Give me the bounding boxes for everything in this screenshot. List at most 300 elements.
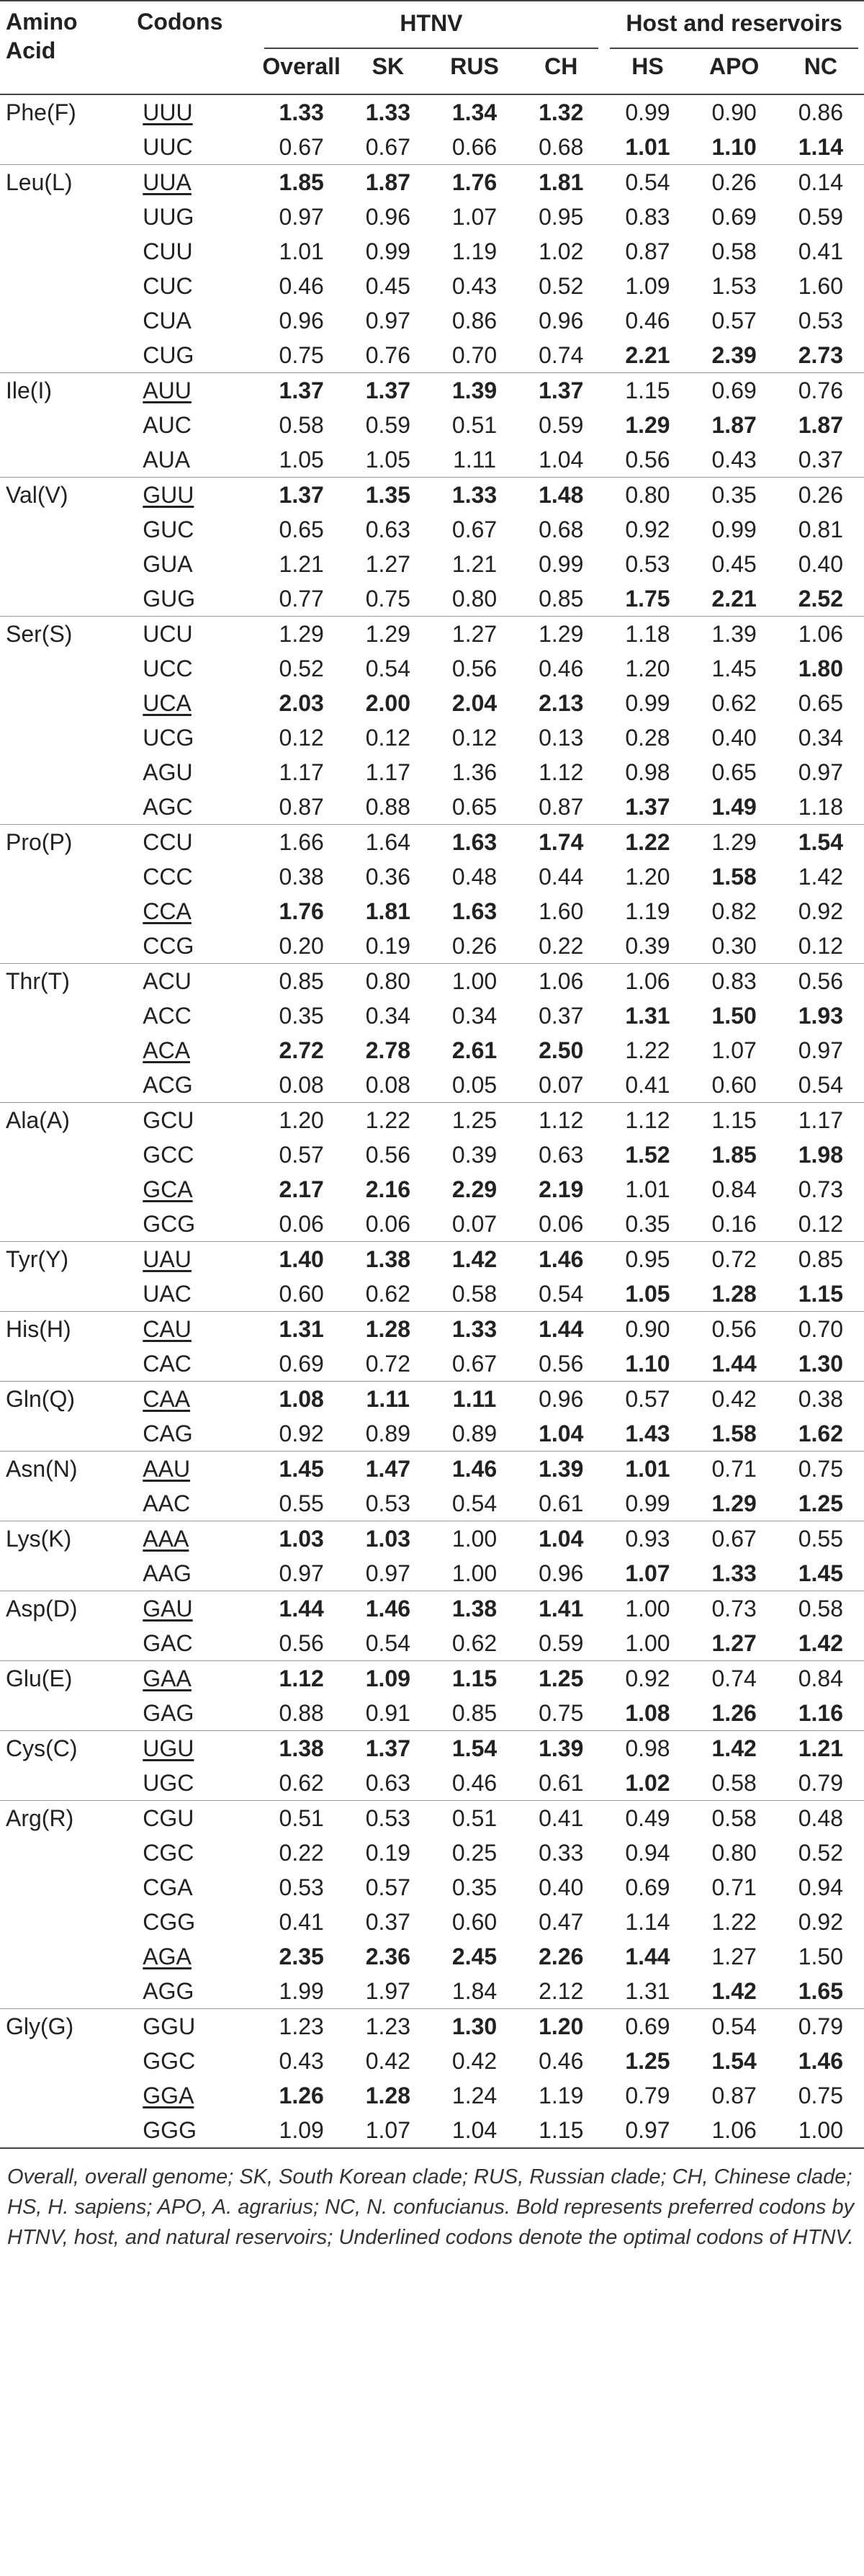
cell-codon <box>131 1556 258 1591</box>
cell-apo: 0.72 <box>691 1242 778 1277</box>
codon-label: CGG <box>143 1909 196 1935</box>
cell-hs: 1.22 <box>625 1037 670 1063</box>
cell-apo: 1.42 <box>691 1731 778 1766</box>
codon-label: GAG <box>143 1700 194 1726</box>
cell-amino-acid <box>0 1905 131 1939</box>
cell-ch: 0.46 <box>539 2048 584 2074</box>
codon-label: UUC <box>143 134 193 160</box>
cell-hs: 0.57 <box>604 1382 690 1417</box>
table-row <box>0 1312 864 1347</box>
codon-label: GGC <box>143 2048 196 2074</box>
cell-hs: 1.08 <box>625 1700 670 1726</box>
cell-amino-acid <box>0 998 131 1033</box>
cell-sk: 0.89 <box>365 1421 410 1446</box>
cell-ch: 0.74 <box>539 342 584 368</box>
cell-rus: 0.26 <box>451 933 498 959</box>
cell-amino-acid: Phe(F) <box>0 94 131 130</box>
cell-hs: 1.52 <box>625 1142 670 1168</box>
table-row <box>0 442 864 478</box>
cell-apo: 1.29 <box>711 1490 757 1516</box>
table-row <box>0 929 864 964</box>
cell-ch: 1.04 <box>518 1521 604 1557</box>
cell-sk: 0.91 <box>365 1700 410 1726</box>
cell-codon <box>131 2009 258 2044</box>
codon-label: CGA <box>143 1874 193 1900</box>
cell-codon <box>131 825 258 860</box>
cell-rus: 0.70 <box>451 342 498 368</box>
cell-sk: 1.28 <box>365 2083 410 2108</box>
table-row <box>0 1905 864 1939</box>
cell-codon <box>131 859 258 894</box>
cell-rus: 1.00 <box>431 1521 518 1557</box>
cell-rus: 0.66 <box>451 134 498 160</box>
table-header <box>0 1 864 94</box>
cell-rus: 1.33 <box>431 478 518 513</box>
cell-apo: 0.58 <box>711 238 757 264</box>
cell-hs: 0.83 <box>625 204 670 230</box>
cell-nc: 0.59 <box>798 204 843 230</box>
cell-apo: 1.53 <box>711 273 757 299</box>
cell-apo: 0.58 <box>711 1770 757 1796</box>
codon-label: AGC <box>143 794 193 820</box>
cell-overall: 1.38 <box>258 1731 345 1766</box>
cell-overall: 0.35 <box>279 1003 324 1029</box>
cell-apo: 1.15 <box>691 1103 778 1138</box>
codon-label: UGC <box>143 1770 194 1796</box>
cell-rus: 1.42 <box>431 1242 518 1277</box>
cell-sk: 1.37 <box>345 1731 431 1766</box>
cell-overall: 0.96 <box>279 308 324 334</box>
cell-apo: 1.06 <box>691 2113 778 2148</box>
codon-label: UUU <box>143 99 193 125</box>
table-row <box>0 1731 864 1766</box>
cell-codon <box>131 234 258 269</box>
cell-apo: 1.44 <box>711 1351 757 1377</box>
cell-hs: 0.95 <box>604 1242 690 1277</box>
cell-rus: 0.85 <box>451 1700 498 1726</box>
cell-ch: 0.44 <box>539 864 584 890</box>
cell-apo: 0.30 <box>711 933 757 959</box>
cell-apo: 1.39 <box>691 617 778 652</box>
cell-rus: 1.63 <box>431 825 518 860</box>
cell-overall: 0.77 <box>279 586 324 612</box>
cell-apo: 1.27 <box>711 1944 757 1969</box>
cell-sk: 0.97 <box>365 1560 410 1586</box>
codon-label: AAC <box>143 1490 191 1516</box>
cell-apo: 0.43 <box>711 447 757 473</box>
cell-overall: 1.17 <box>279 759 324 785</box>
cell-ch: 0.99 <box>539 551 584 577</box>
table-row <box>0 1416 864 1452</box>
cell-sk: 1.09 <box>345 1661 431 1696</box>
cell-ch: 0.13 <box>539 725 584 751</box>
cell-apo: 0.71 <box>711 1874 757 1900</box>
cell-hs: 1.10 <box>625 1351 670 1377</box>
cell-hs: 0.54 <box>604 165 690 200</box>
cell-ch: 0.56 <box>539 1351 584 1377</box>
table-row <box>0 1137 864 1172</box>
cell-rus: 0.48 <box>451 864 498 890</box>
cell-codon <box>131 1452 258 1487</box>
table-row <box>0 964 864 999</box>
cell-rus: 1.11 <box>453 447 496 473</box>
cell-rus: 0.35 <box>451 1874 498 1900</box>
codon-label: CUG <box>143 342 194 368</box>
cell-apo: 0.56 <box>691 1312 778 1347</box>
cell-sk: 1.29 <box>345 617 431 652</box>
cell-apo: 0.82 <box>711 898 757 924</box>
cell-overall: 1.37 <box>258 478 345 513</box>
codon-label: GUU <box>143 482 194 508</box>
cell-amino-acid <box>0 1346 131 1382</box>
cell-apo: 0.84 <box>711 1176 757 1202</box>
cell-rus: 0.67 <box>451 516 498 542</box>
cell-sk: 1.35 <box>345 478 431 513</box>
cell-overall: 0.62 <box>279 1770 324 1796</box>
cell-hs: 0.90 <box>604 1312 690 1347</box>
cell-codon <box>131 1905 258 1939</box>
cell-ch: 1.46 <box>518 1242 604 1277</box>
cell-nc: 1.87 <box>798 412 843 438</box>
cell-hs: 1.15 <box>604 373 690 408</box>
cell-rus: 0.07 <box>451 1211 498 1237</box>
table-row <box>0 2044 864 2078</box>
cell-ch: 1.60 <box>539 898 584 924</box>
cell-hs: 0.92 <box>625 516 670 542</box>
cell-rus: 1.63 <box>451 898 498 924</box>
cell-nc: 1.98 <box>798 1142 843 1168</box>
cell-codon <box>131 2078 258 2113</box>
cell-rus: 0.25 <box>451 1840 498 1866</box>
cell-nc: 0.81 <box>798 516 843 542</box>
cell-rus: 0.65 <box>451 794 498 820</box>
cell-apo: 1.29 <box>691 825 778 860</box>
cell-amino-acid <box>0 790 131 825</box>
codon-label: GUA <box>143 551 193 577</box>
cell-rus: 0.51 <box>431 1801 518 1836</box>
cell-overall: 0.65 <box>279 516 324 542</box>
cell-sk: 1.33 <box>345 94 431 130</box>
cell-rus: 0.62 <box>451 1630 498 1656</box>
table-row <box>0 130 864 165</box>
cell-hs: 1.01 <box>604 1452 690 1487</box>
cell-amino-acid <box>0 2078 131 2113</box>
cell-ch: 0.07 <box>539 1072 584 1098</box>
cell-nc: 0.37 <box>798 447 843 473</box>
cell-nc: 1.17 <box>778 1103 864 1138</box>
cell-hs: 0.69 <box>604 2009 690 2044</box>
cell-codon <box>131 929 258 964</box>
cell-apo: 1.10 <box>711 134 757 160</box>
cell-nc: 0.40 <box>798 551 843 577</box>
cell-sk: 0.36 <box>365 864 410 890</box>
cell-rus: 1.21 <box>451 551 498 577</box>
table-row <box>0 1172 864 1207</box>
header-col-overall: Overall <box>262 53 341 79</box>
cell-hs: 0.53 <box>625 551 670 577</box>
cell-ch: 0.06 <box>539 1211 584 1237</box>
cell-rus: 0.42 <box>451 2048 498 2074</box>
cell-overall: 1.29 <box>258 617 345 652</box>
cell-nc: 0.53 <box>798 308 843 334</box>
cell-codon <box>131 373 258 408</box>
cell-hs: 1.01 <box>625 1176 670 1202</box>
cell-sk: 1.22 <box>345 1103 431 1138</box>
cell-codon <box>131 1068 258 1103</box>
cell-amino-acid <box>0 1870 131 1905</box>
cell-apo: 0.62 <box>711 690 757 716</box>
cell-nc: 1.42 <box>798 1630 843 1656</box>
cell-codon <box>131 1731 258 1766</box>
cell-apo: 0.35 <box>691 478 778 513</box>
cell-sk: 0.19 <box>365 933 410 959</box>
table-row <box>0 200 864 234</box>
cell-hs: 0.97 <box>604 2113 690 2148</box>
cell-apo: 0.69 <box>711 204 757 230</box>
header-col-apo: APO <box>708 53 760 79</box>
cell-sk: 0.96 <box>365 204 410 230</box>
cell-nc: 0.92 <box>798 1909 843 1935</box>
cell-amino-acid <box>0 720 131 755</box>
cell-sk: 1.28 <box>345 1312 431 1347</box>
cell-overall: 1.08 <box>258 1382 345 1417</box>
codon-label: AGU <box>143 759 193 785</box>
cell-rus: 1.11 <box>431 1382 518 1417</box>
cell-overall: 1.76 <box>279 898 324 924</box>
cell-ch: 1.48 <box>518 478 604 513</box>
cell-codon <box>131 1137 258 1172</box>
cell-amino-acid <box>0 234 131 269</box>
cell-overall: 1.26 <box>279 2083 324 2108</box>
cell-sk: 0.99 <box>365 238 410 264</box>
cell-overall: 1.23 <box>258 2009 345 2044</box>
codon-label: AAG <box>143 1560 192 1586</box>
cell-nc: 1.30 <box>798 1351 843 1377</box>
cell-overall: 1.01 <box>279 238 324 264</box>
cell-sk: 0.72 <box>365 1351 410 1377</box>
cell-rus: 1.84 <box>451 1978 498 2004</box>
cell-nc: 0.94 <box>798 1874 843 1900</box>
codon-label: ACC <box>143 1003 192 1029</box>
cell-overall: 0.60 <box>279 1281 324 1307</box>
cell-hs: 1.37 <box>625 794 670 820</box>
table-row <box>0 269 864 303</box>
cell-ch: 1.04 <box>539 1421 584 1446</box>
codon-label: ACU <box>143 968 192 994</box>
cell-ch: 0.68 <box>539 134 584 160</box>
cell-amino-acid: Val(V) <box>0 478 131 513</box>
cell-amino-acid: Gly(G) <box>0 2009 131 2044</box>
cell-overall: 0.22 <box>279 1840 324 1866</box>
cell-overall: 0.88 <box>279 1700 324 1726</box>
cell-hs: 1.05 <box>625 1281 670 1307</box>
cell-nc: 0.86 <box>778 94 864 130</box>
cell-hs: 1.02 <box>625 1770 670 1796</box>
codon-label: CCG <box>143 933 194 959</box>
cell-ch: 1.81 <box>518 165 604 200</box>
table-row <box>0 165 864 200</box>
cell-overall: 0.53 <box>279 1874 324 1900</box>
cell-amino-acid <box>0 512 131 547</box>
cell-sk: 1.37 <box>345 373 431 408</box>
cell-codon <box>131 1835 258 1870</box>
cell-overall: 1.03 <box>258 1521 345 1557</box>
codon-label: CGC <box>143 1840 194 1866</box>
cell-ch: 2.26 <box>539 1944 584 1969</box>
cell-hs: 1.43 <box>625 1421 670 1446</box>
cell-ch: 0.59 <box>539 1630 584 1656</box>
cell-nc: 0.55 <box>778 1521 864 1557</box>
cell-sk: 1.27 <box>365 551 410 577</box>
cell-hs: 1.44 <box>625 1944 670 1969</box>
cell-codon <box>131 1276 258 1312</box>
cell-sk: 0.54 <box>365 1630 410 1656</box>
cell-sk: 1.07 <box>345 2113 431 2148</box>
cell-codon <box>131 269 258 303</box>
cell-nc: 0.85 <box>778 1242 864 1277</box>
table-row <box>0 2009 864 2044</box>
table-row <box>0 755 864 790</box>
codon-label: UCA <box>143 690 192 716</box>
codon-label: GAC <box>143 1630 193 1656</box>
cell-nc: 0.70 <box>778 1312 864 1347</box>
cell-nc: 0.14 <box>778 165 864 200</box>
cell-nc: 0.12 <box>798 1211 843 1237</box>
cell-sk: 1.46 <box>345 1591 431 1627</box>
table-row <box>0 2113 864 2148</box>
table-row <box>0 2078 864 2113</box>
cell-hs: 0.35 <box>625 1211 670 1237</box>
cell-apo: 0.83 <box>691 964 778 999</box>
cell-nc: 0.92 <box>798 898 843 924</box>
cell-nc: 0.76 <box>778 373 864 408</box>
cell-amino-acid <box>0 1207 131 1242</box>
cell-ch: 2.50 <box>539 1037 584 1063</box>
cell-nc: 1.18 <box>798 794 843 820</box>
cell-amino-acid <box>0 547 131 581</box>
table-row <box>0 686 864 720</box>
cell-amino-acid <box>0 1626 131 1661</box>
cell-overall: 1.12 <box>258 1661 345 1696</box>
cell-apo: 0.58 <box>691 1801 778 1836</box>
cell-codon <box>131 1416 258 1452</box>
cell-ch: 0.46 <box>539 656 584 681</box>
codon-label: GAA <box>143 1665 192 1691</box>
cell-amino-acid <box>0 859 131 894</box>
cell-amino-acid <box>0 894 131 929</box>
cell-nc: 0.97 <box>798 759 843 785</box>
cell-amino-acid: Cys(C) <box>0 1731 131 1766</box>
cell-rus: 0.58 <box>451 1281 498 1307</box>
cell-hs: 0.49 <box>604 1801 690 1836</box>
cell-overall: 2.35 <box>279 1944 324 1969</box>
cell-rus: 0.60 <box>451 1909 498 1935</box>
codon-label: UAU <box>143 1246 192 1272</box>
codon-label: CCA <box>143 898 192 924</box>
cell-apo: 1.26 <box>711 1700 757 1726</box>
cell-amino-acid <box>0 303 131 338</box>
cell-ch: 0.87 <box>539 794 584 820</box>
cell-codon <box>131 894 258 929</box>
cell-ch: 1.41 <box>518 1591 604 1627</box>
cell-overall: 1.33 <box>258 94 345 130</box>
cell-amino-acid <box>0 1696 131 1731</box>
codon-label: CAA <box>143 1386 191 1412</box>
table-body <box>0 94 864 2148</box>
cell-rus: 2.61 <box>451 1037 498 1063</box>
cell-amino-acid <box>0 1276 131 1312</box>
cell-sk: 1.11 <box>345 1382 431 1417</box>
table-row <box>0 1801 864 1836</box>
cell-rus: 0.43 <box>451 273 498 299</box>
cell-sk: 0.67 <box>365 134 410 160</box>
cell-nc: 1.45 <box>798 1560 843 1586</box>
codon-label: UCC <box>143 656 193 681</box>
cell-sk: 0.53 <box>345 1801 431 1836</box>
cell-ch: 2.12 <box>539 1978 584 2004</box>
cell-overall: 0.92 <box>279 1421 324 1446</box>
cell-hs: 1.14 <box>625 1909 670 1935</box>
codon-label: UAC <box>143 1281 192 1307</box>
cell-codon <box>131 964 258 999</box>
cell-ch: 0.96 <box>539 308 584 334</box>
cell-ch: 0.96 <box>539 1560 584 1586</box>
table-row <box>0 790 864 825</box>
cell-nc: 1.06 <box>778 617 864 652</box>
cell-amino-acid: Gln(Q) <box>0 1382 131 1417</box>
cell-codon <box>131 303 258 338</box>
cell-nc: 1.25 <box>798 1490 843 1516</box>
cell-ch: 1.44 <box>518 1312 604 1347</box>
cell-rus: 2.04 <box>451 690 498 716</box>
codon-label: CAG <box>143 1421 193 1446</box>
cell-sk: 0.97 <box>365 308 410 334</box>
cell-sk: 1.05 <box>365 447 410 473</box>
cell-sk: 0.62 <box>365 1281 410 1307</box>
cell-rus: 1.19 <box>451 238 498 264</box>
codon-label: GGG <box>143 2117 197 2143</box>
cell-sk: 2.78 <box>365 1037 410 1063</box>
codon-label: AUC <box>143 412 192 438</box>
header-codons: Codons <box>131 1 258 94</box>
cell-apo: 0.74 <box>691 1661 778 1696</box>
cell-sk: 0.37 <box>365 1909 410 1935</box>
cell-sk: 0.12 <box>365 725 410 751</box>
cell-amino-acid <box>0 1033 131 1068</box>
cell-nc: 0.34 <box>798 725 843 751</box>
codon-label: UUA <box>143 169 192 195</box>
cell-ch: 0.37 <box>539 1003 584 1029</box>
cell-overall: 1.20 <box>258 1103 345 1138</box>
cell-ch: 1.39 <box>518 1452 604 1487</box>
cell-apo: 0.26 <box>691 165 778 200</box>
table-row <box>0 1939 864 1974</box>
cell-nc: 0.75 <box>798 2083 843 2108</box>
table-row <box>0 1521 864 1557</box>
cell-amino-acid: Pro(P) <box>0 825 131 860</box>
codon-label: AGG <box>143 1978 194 2004</box>
cell-sk: 1.97 <box>365 1978 410 2004</box>
codon-label: GCG <box>143 1211 196 1237</box>
codon-label: AGA <box>143 1944 192 1969</box>
codon-label: ACA <box>143 1037 191 1063</box>
codon-label: CCC <box>143 864 193 890</box>
cell-nc: 1.16 <box>798 1700 843 1726</box>
table-row <box>0 1103 864 1138</box>
cell-overall: 1.99 <box>279 1978 324 2004</box>
cell-nc: 0.97 <box>798 1037 843 1063</box>
header-col-sk: SK <box>372 53 405 79</box>
